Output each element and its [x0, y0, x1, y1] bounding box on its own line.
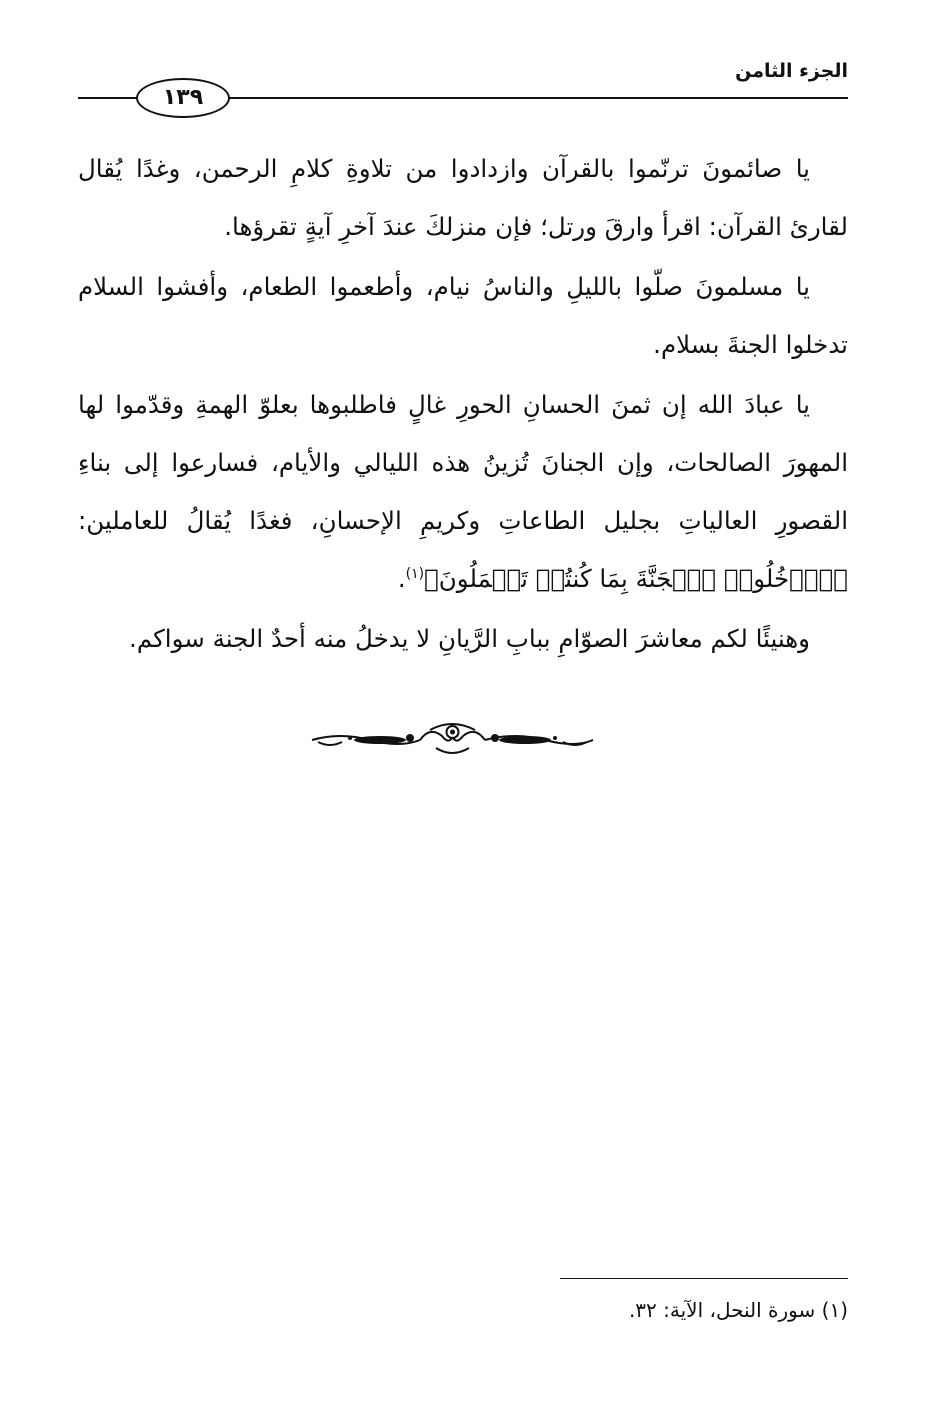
- paragraph-2: يا مسلمونَ صلّوا بالليلِ والناسُ نيام، وأطعموا الطعام، وأفشوا السلام تدخلوا الجنةَ بسلام.: [78, 272, 848, 359]
- quran-verse: ﴿ٱدۡخُلُوا۟ ٱلۡجَنَّةَ بِمَا كُنتُمۡ تَعۡمَلُونَ﴾: [424, 564, 848, 593]
- footnote-1: (١) سورة النحل، الآية: ٣٢.: [628, 1298, 848, 1322]
- page-number: ١٣٩: [136, 78, 230, 118]
- footnote-reference: (١): [405, 565, 425, 582]
- paragraph-3-text: يا عبادَ الله إن ثمنَ الحسانِ الحورِ غالٍ فاطلبوها بعلوّ الهمةِ وقدّموا لها المهورَ الصالحات، وإن الجنانَ تُزينُ هذه الليالي والأيام، فسارعوا إلى بناءِ القصورِ العالياتِ بجليل الطاعاتِ وكريمِ الإحسانِ، فغدًا يُقالُ للعاملين:: [78, 390, 848, 535]
- paragraph-1: يا صائمونَ ترنّموا بالقرآن وازدادوا من تلاوةِ كلامِ الرحمن، وغدًا يُقال لقارئ القرآن: اقرأ وارقَ ورتل؛ فإن منزلكَ عندَ آخرِ آيةٍ تقرؤها.: [78, 154, 848, 241]
- main-text: [78, 140, 848, 670]
- paragraph-3-end: .: [397, 564, 406, 593]
- paragraph-4: وهنيئًا لكم معاشرَ الصوّامِ ببابِ الرَّيانِ لا يدخلُ منه أحدٌ الجنة سواكم.: [129, 624, 810, 653]
- page-header: [78, 56, 848, 116]
- paragraph-3: [78, 376, 848, 608]
- decorative-divider-icon: [310, 718, 595, 758]
- footnote-rule: [560, 1278, 848, 1279]
- running-title: الجزء الثامن: [735, 60, 848, 82]
